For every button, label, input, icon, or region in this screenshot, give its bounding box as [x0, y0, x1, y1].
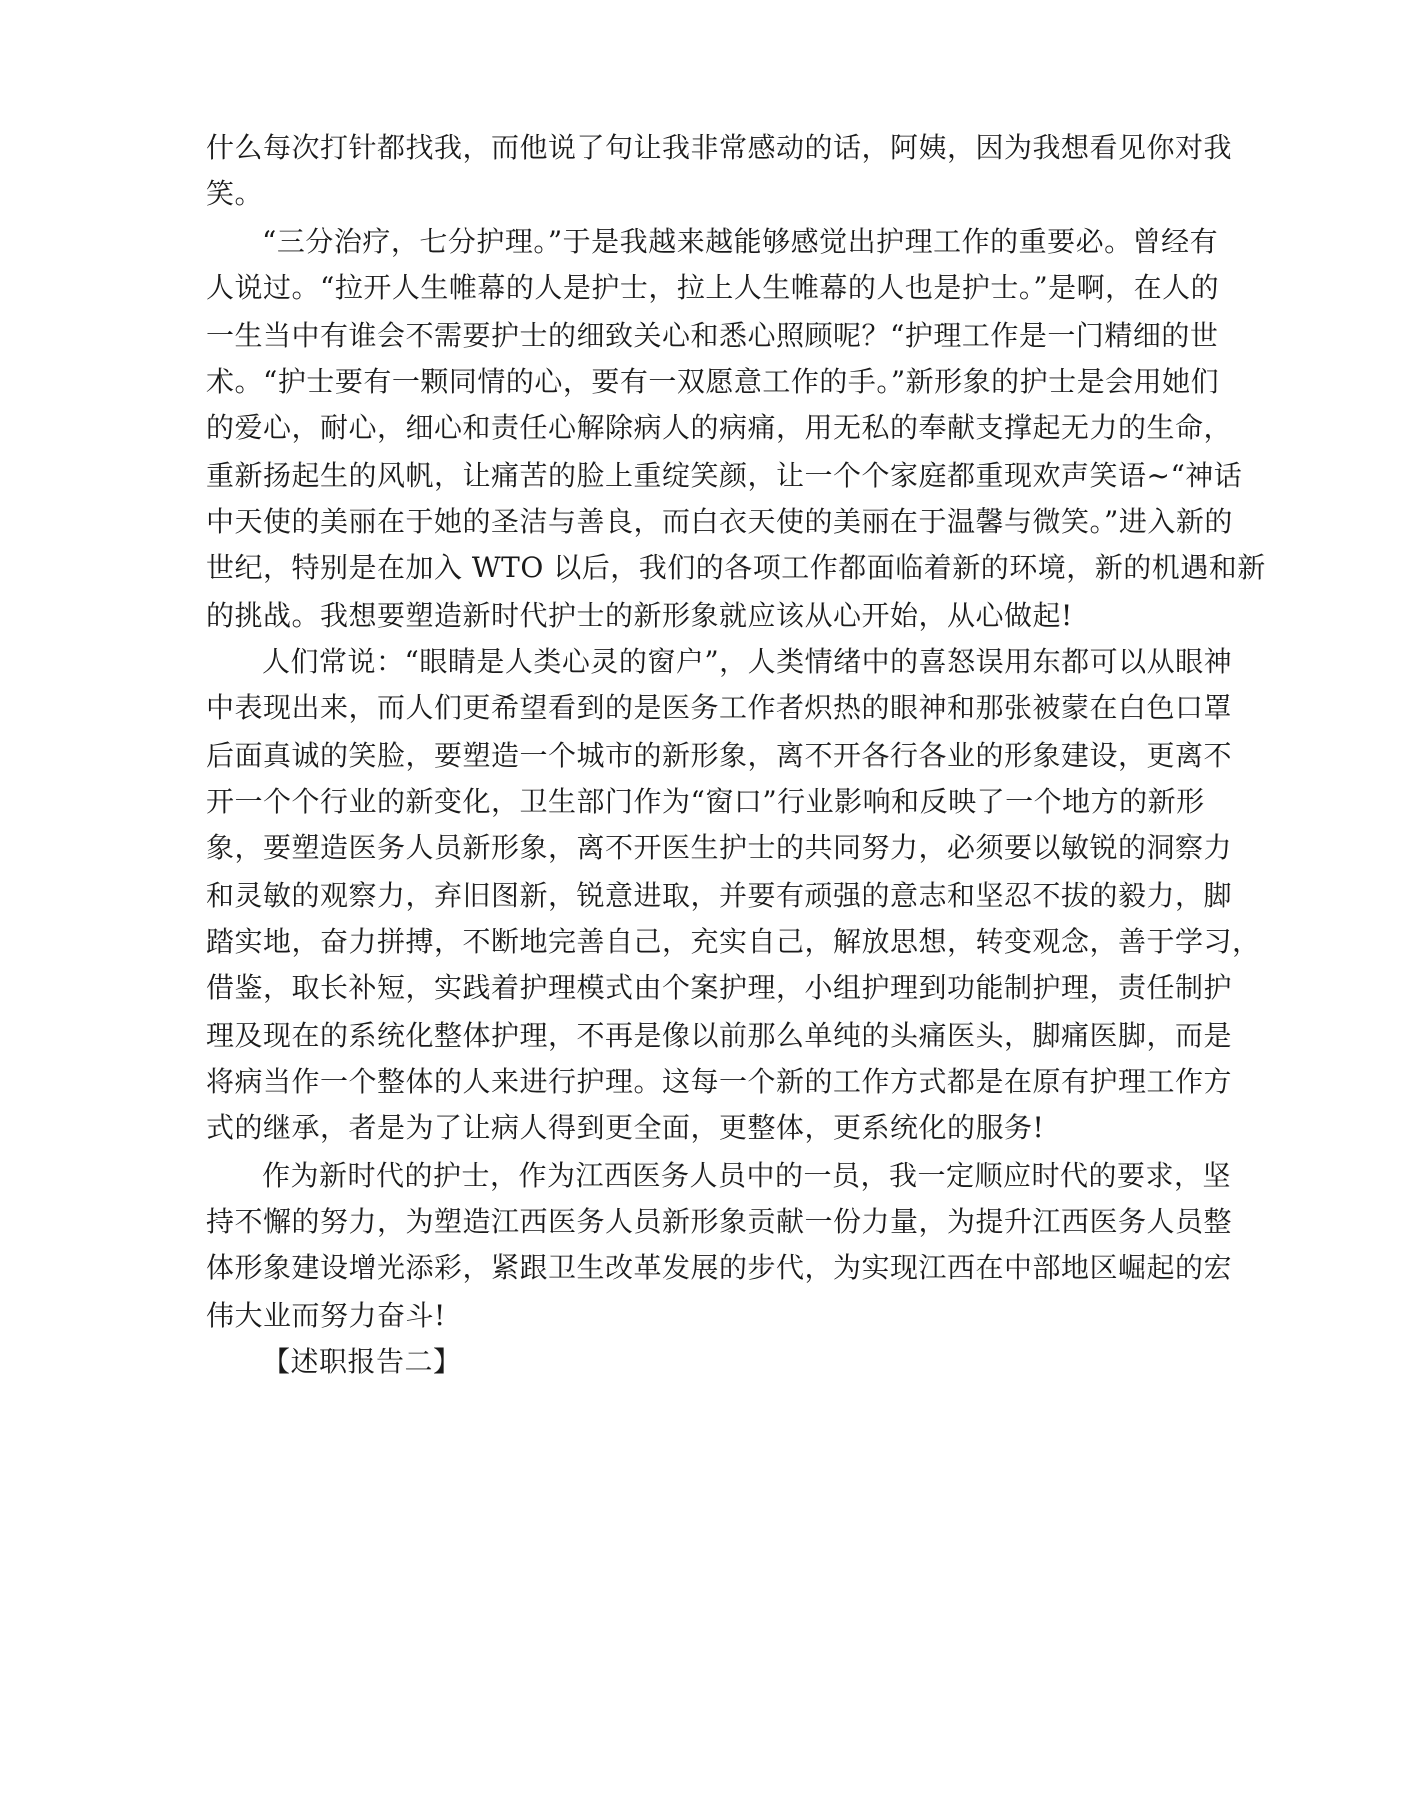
paragraph-line: 的挑战。我想要塑造新时代护士的新形象就应该从心开始，从心做起! [206, 599, 1073, 632]
paragraph-line: 踏实地，奋力拼搏，不断地完善自己，充实自己，解放思想，转变观念，善于学习， [206, 925, 1261, 958]
paragraph-line: 一生当中有谁会不需要护士的细致关心和悉心照顾呢？“护理工作是一门精细的世 [206, 319, 1219, 352]
paragraph-line: 理及现在的系统化整体护理，不再是像以前那么单纯的头痛医头，脚痛医脚，而是 [206, 1019, 1233, 1052]
paragraph-line: 什么每次打针都找我，而他说了句让我非常感动的话，阿姨，因为我想看见你对我 [206, 131, 1233, 164]
paragraph-line: 式的继承，者是为了让病人得到更全面，更整体，更系统化的服务! [206, 1111, 1045, 1144]
paragraph-line: 笑。 [206, 177, 264, 210]
paragraph-line: 和灵敏的观察力，弃旧图新，锐意进取，并要有顽强的意志和坚忍不拔的毅力，脚 [206, 879, 1233, 912]
paragraph-line: 伟大业而努力奋斗! [206, 1299, 446, 1332]
paragraph-line: 人们常说：“眼睛是人类心灵的窗户”，人类情绪中的喜怒误用东都可以从眼神 [262, 645, 1233, 678]
paragraph-line: 人说过。“拉开人生帷幕的人是护士，拉上人生帷幕的人也是护士。”是啊，在人的 [206, 271, 1220, 304]
paragraph-line: 开一个个行业的新变化，卫生部门作为“窗口”行业影响和反映了一个地方的新形 [206, 785, 1205, 818]
paragraph-line: 将病当作一个整体的人来进行护理。这每一个新的工作方式都是在原有护理工作方 [206, 1065, 1233, 1098]
paragraph-line: 中天使的美丽在于她的圣洁与善良，而白衣天使的美丽在于温馨与微笑。”进入新的 [206, 505, 1233, 538]
paragraph-line: 的爱心，耐心，细心和责任心解除病人的病痛，用无私的奉献支撑起无力的生命， [206, 411, 1233, 444]
paragraph-line: 世纪，特别是在加入 WTO 以后，我们的各项工作都面临着新的环境，新的机遇和新 [206, 551, 1266, 584]
section-heading: 【述职报告二】 [262, 1345, 462, 1378]
paragraph-line: 后面真诚的笑脸，要塑造一个城市的新形象，离不开各行各业的形象建设，更离不 [206, 739, 1233, 772]
paragraph-line: “三分治疗，七分护理。”于是我越来越能够感觉出护理工作的重要必。曾经有 [262, 225, 1219, 258]
paragraph-line: 象，要塑造医务人员新形象，离不开医生护士的共同努力，必须要以敏锐的洞察力 [206, 831, 1233, 864]
paragraph-line: 借鉴，取长补短，实践着护理模式由个案护理，小组护理到功能制护理，责任制护 [206, 971, 1233, 1004]
paragraph-line: 体形象建设增光添彩，紧跟卫生改革发展的步代，为实现江西在中部地区崛起的宏 [206, 1251, 1233, 1284]
paragraph-line: 中表现出来，而人们更希望看到的是医务工作者炽热的眼神和那张被蒙在白色口罩 [206, 691, 1233, 724]
paragraph-line: 术。“护士要有一颗同情的心，要有一双愿意工作的手。”新形象的护士是会用她们 [206, 365, 1220, 398]
paragraph-line: 作为新时代的护士，作为江西医务人员中的一员，我一定顺应时代的要求，坚 [262, 1159, 1232, 1192]
paragraph-line: 持不懈的努力，为塑造江西医务人员新形象贡献一份力量，为提升江西医务人员整 [206, 1205, 1233, 1238]
paragraph-line: 重新扬起生的风帆，让痛苦的脸上重绽笑颜，让一个个家庭都重现欢声笑语~“神话 [206, 459, 1243, 492]
